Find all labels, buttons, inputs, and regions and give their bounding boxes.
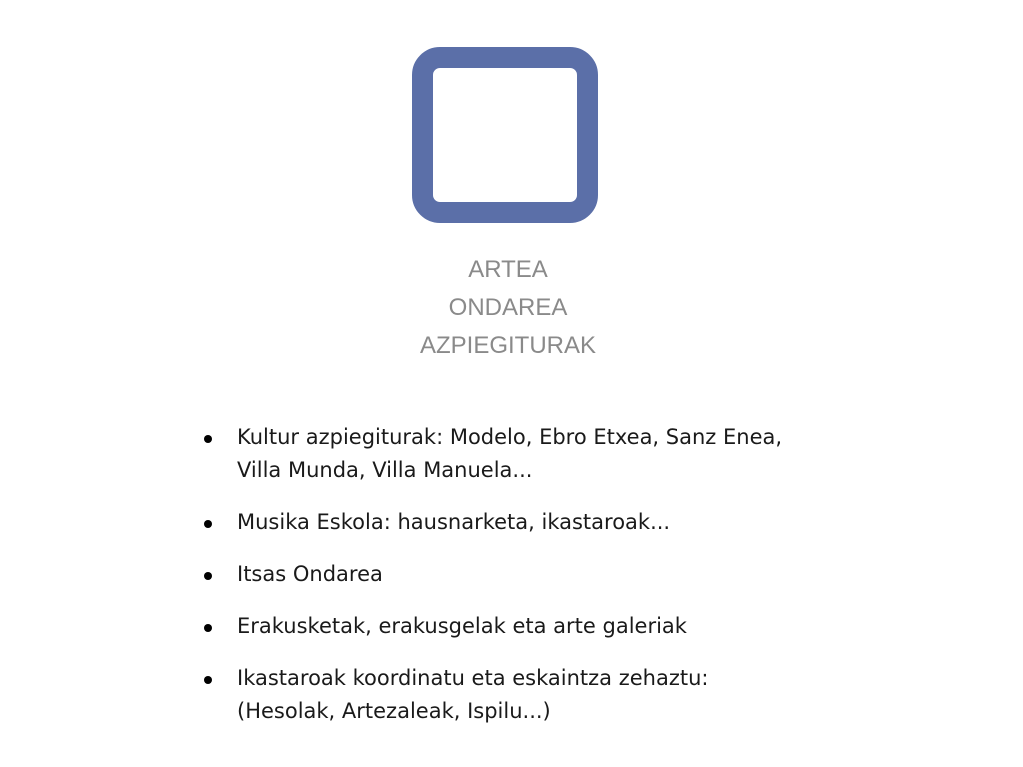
bullet-dot-icon xyxy=(204,676,212,684)
bullet-dot-icon xyxy=(204,520,212,528)
bullet-item xyxy=(200,610,880,643)
bullet-text: Kultur azpiegiturak: Modelo, Ebro Etxea, Sanz Enea, xyxy=(237,425,783,449)
bullet-text: Itsas Ondarea xyxy=(237,562,383,586)
bullet-text: Erakusketak, erakusgelak eta arte galeriak xyxy=(237,614,687,638)
bullet-item xyxy=(200,558,880,591)
bullet-text: Musika Eskola: hausnarketa, ikastaroak... xyxy=(237,510,671,534)
logo-text-line-artea: ARTEA xyxy=(468,256,548,283)
bullet-dot-icon xyxy=(204,624,212,632)
bullet-dot-icon xyxy=(204,572,212,580)
bullet-list xyxy=(200,421,880,747)
bullet-text: Ikastaroak koordinatu eta eskaintza zehaztu: xyxy=(237,666,709,690)
logo-text xyxy=(358,251,658,365)
logo-text-line-ondarea: ONDAREA xyxy=(448,294,568,321)
logo-square-icon xyxy=(412,47,598,223)
bullet-item xyxy=(200,421,880,487)
bullet-item xyxy=(200,662,880,728)
bullet-dot-icon xyxy=(204,435,212,443)
bullet-text: (Hesolak, Artezaleak, Ispilu...) xyxy=(237,699,551,723)
bullet-text: Villa Munda, Villa Manuela... xyxy=(237,458,533,482)
bullet-item xyxy=(200,506,880,539)
logo-text-line-azpiegiturak: AZPIEGITURAK xyxy=(419,332,597,359)
